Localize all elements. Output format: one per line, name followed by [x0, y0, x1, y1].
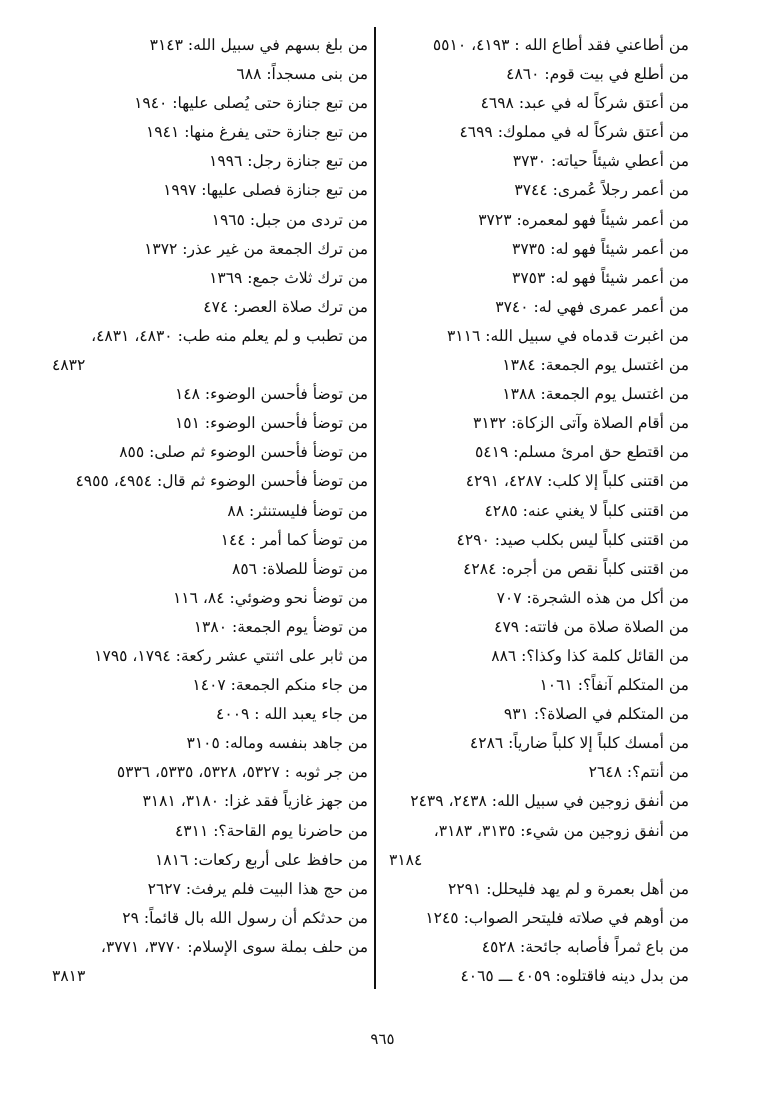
index-entry: من أنفق زوجين من شيء: ٣١٣٥، ٣١٨٣، [433, 821, 689, 840]
index-entry: من تبع جنازة حتى يُصلى عليها: ١٩٤٠ [134, 94, 368, 113]
index-entry: ٣٨١٣ [52, 967, 86, 985]
index-entry: من أطلع في بيت قوم: ٤٨٦٠ [506, 65, 689, 84]
index-entry: من حلف بملة سوى الإسلام: ٣٧٧٠، ٣٧٧١، [100, 937, 368, 956]
index-entry: من اغبرت قدماه في سبيل الله: ٣١١٦ [446, 326, 689, 345]
index-entry: من اقتنى كلباً نقص من أجره: ٤٢٨٤ [463, 559, 689, 578]
index-entry: من بنى مسجداً: ٦٨٨ [236, 65, 368, 84]
index-entry: من توضأ للصلاة: ٨٥٦ [232, 559, 368, 578]
column-divider [374, 27, 376, 989]
index-entry: من القائل كلمة كذا وكذا؟: ٨٨٦ [491, 646, 689, 665]
index-entry: من تطبب و لم يعلم منه طب: ٤٨٣٠، ٤٨٣١، [91, 326, 368, 345]
index-entry: من جاء يعبد الله : ٤٠٠٩ [216, 705, 368, 724]
page-number: ٩٦٥ [370, 1030, 395, 1048]
index-entry: من ترك صلاة العصر: ٤٧٤ [203, 297, 368, 316]
index-entry: من أعمر شيئاً فهو له: ٣٧٣٥ [512, 239, 689, 258]
index-entry: من أعمر عمرى فهي له: ٣٧٤٠ [495, 297, 689, 316]
left-column [52, 31, 368, 991]
index-entry: من توضأ فأحسن الوضوء: ١٤٨ [174, 385, 368, 404]
index-entry: من اقتنى كلباً ليس بكلب صيد: ٤٢٩٠ [456, 530, 689, 549]
index-entry: من ترك الجمعة من غير عذر: ١٣٧٢ [144, 239, 368, 258]
index-entry: من اقتنى كلباً لا يغني عنه: ٤٢٨٥ [484, 501, 689, 520]
index-entry: من جر ثوبه : ٥٣٢٧، ٥٣٢٨، ٥٣٣٥، ٥٣٣٦ [116, 763, 368, 782]
index-entry: من اغتسل يوم الجمعة: ١٣٨٨ [502, 385, 689, 404]
index-entry: من اقتنى كلباً إلا كلب: ٤٢٨٧، ٤٢٩١ [465, 472, 689, 491]
index-entry: من أمسك كلباً إلا كلباً ضارياً: ٤٢٨٦ [469, 734, 689, 753]
index-entry: من أعتق شركاً له في مملوك: ٤٦٩٩ [459, 123, 689, 142]
index-entry: من توضأ فليستنثر: ٨٨ [227, 501, 368, 520]
index-entry: من تردى من جبل: ١٩٦٥ [211, 210, 368, 229]
index-entry: من ثابر على اثنتي عشر ركعة: ١٧٩٤، ١٧٩٥ [94, 646, 368, 665]
index-entry: من توضأ فأحسن الوضوء ثم قال: ٤٩٥٤، ٤٩٥٥ [75, 472, 368, 491]
index-entry: ٣١٨٤ [389, 850, 423, 869]
index-entry: من حاضرنا يوم القاحة؟: ٤٣١١ [174, 821, 368, 840]
index-entry: من أعمر شيئاً فهو له: ٣٧٥٣ [512, 268, 689, 287]
index-entry: من توضأ فأحسن الوضوء: ١٥١ [174, 414, 368, 433]
index-entry: من أعطي شيئاً حياته: ٣٧٣٠ [512, 152, 689, 171]
index-entry: من أوهم في صلاته فليتحر الصواب: ١٢٤٥ [425, 908, 689, 927]
index-entry: من جاء منكم الجمعة: ١٤٠٧ [192, 676, 368, 695]
index-entry: من حدثكم أن رسول الله بال قائماً: ٢٩ [122, 908, 368, 927]
index-entry: من أنتم؟: ٢٦٤٨ [588, 763, 689, 782]
index-entry: من المتكلم في الصلاة؟: ٩٣١ [503, 705, 689, 724]
index-entry: من أنفق زوجين في سبيل الله: ٢٤٣٨، ٢٤٣٩ [410, 792, 689, 811]
index-entry: من تبع جنازة رجل: ١٩٩٦ [209, 152, 368, 171]
index-entry: من بلغ بسهم في سبيل الله: ٣١٤٣ [149, 36, 368, 54]
index-entry: من أهل بعمرة و لم يهد فليحلل: ٢٢٩١ [448, 879, 689, 898]
index-entry: من الصلاة صلاة من فاتته: ٤٧٩ [494, 617, 689, 636]
index-entry: من توضأ يوم الجمعة: ١٣٨٠ [193, 617, 368, 636]
index-entry: من المتكلم آنفاً؟: ١٠٦١ [539, 676, 689, 695]
index-entry: من أعتق شركاً له في عبد: ٤٦٩٨ [480, 94, 689, 113]
index-entry: من أكل من هذه الشجرة: ٧٠٧ [496, 588, 689, 607]
index-entry: من ترك ثلاث جمع: ١٣٦٩ [209, 268, 368, 287]
index-entry: من تبع جنازة فصلى عليها: ١٩٩٧ [163, 181, 368, 200]
index-entry: من تبع جنازة حتى يفرغ منها: ١٩٤١ [145, 123, 368, 142]
index-entry: ٤٨٣٢ [52, 356, 86, 375]
index-entry: من أقام الصلاة وآتى الزكاة: ٣١٣٢ [473, 414, 689, 433]
index-entry: من بدل دينه فاقتلوه: ٤٠٥٩ ـــ ٤٠٦٥ [460, 967, 689, 985]
index-entry: من أعمر رجلاً عُمرى: ٣٧٤٤ [514, 181, 689, 200]
index-entry: من جاهد بنفسه وماله: ٣١٠٥ [186, 734, 368, 753]
index-entry: من توضأ كما أمر : ١٤٤ [220, 530, 368, 549]
index-entry: من اغتسل يوم الجمعة: ١٣٨٤ [502, 356, 689, 375]
index-entry: من حافظ على أربع ركعات: ١٨١٦ [154, 850, 368, 869]
right-column [389, 31, 689, 991]
index-entry: من حج هذا البيت فلم يرفث: ٢٦٢٧ [147, 879, 368, 898]
index-entry: من أطاعني فقد أطاع الله : ٤١٩٣، ٥٥١٠ [432, 36, 689, 54]
index-entry: من جهز غازياً فقد غزا: ٣١٨٠، ٣١٨١ [142, 792, 368, 811]
index-entry: من باع ثمراً فأصابه جائحة: ٤٥٢٨ [481, 937, 689, 956]
index-entry: من اقتطع حق امرئ مسلم: ٥٤١٩ [474, 443, 689, 462]
index-entry: من توضأ فأحسن الوضوء ثم صلى: ٨٥٥ [119, 443, 368, 462]
index-entry: من توضأ نحو وضوئي: ٨٤، ١١٦ [172, 588, 368, 607]
index-entry: من أعمر شيئاً فهو لمعمره: ٣٧٢٣ [478, 210, 689, 229]
